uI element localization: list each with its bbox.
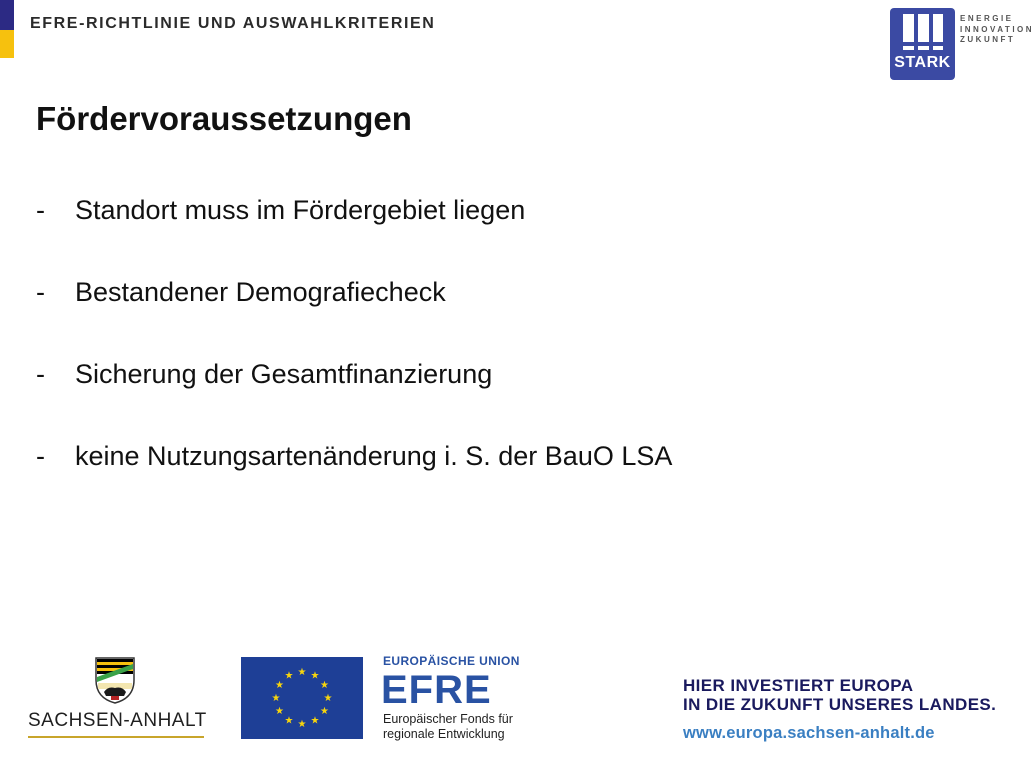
sachsen-anhalt-underline	[28, 736, 204, 738]
header-title: EFRE-RICHTLINIE UND AUSWAHLKRITERIEN	[30, 15, 436, 32]
svg-text:★: ★	[323, 693, 333, 704]
stark-word-innovation: INNOVATION	[960, 24, 1034, 34]
bullet-text: Sicherung der Gesamtfinanzierung	[75, 359, 493, 389]
svg-text:★: ★	[310, 715, 320, 727]
stark-brand-text: STARK	[894, 54, 951, 71]
bullet-text: keine Nutzungsartenänderung i. S. der BauO LSA	[75, 441, 673, 471]
footer	[0, 640, 1024, 768]
bullet-dash: -	[36, 359, 45, 389]
stark-words	[960, 14, 1034, 46]
page-title: Fördervoraussetzungen	[36, 100, 412, 137]
invest-slogan-line1: HIER INVESTIERT EUROPA	[683, 676, 914, 695]
svg-text:★: ★	[284, 670, 294, 682]
svg-text:★: ★	[310, 670, 320, 682]
svg-text:★: ★	[320, 680, 329, 691]
header-accent-bar-yellow	[0, 30, 14, 58]
sachsen-anhalt-name: SACHSEN-ANHALT	[28, 710, 207, 731]
bullet-dash: -	[36, 441, 45, 471]
efre-label: EFRE	[381, 668, 492, 712]
svg-text:★: ★	[320, 706, 329, 717]
bullet-text: Bestandener Demografiecheck	[75, 277, 446, 307]
bullet-dash: -	[36, 195, 45, 225]
eu-flag-icon	[241, 657, 363, 739]
eu-union-label: EUROPÄISCHE UNION	[383, 654, 520, 668]
stark-word-energie: ENERGIE	[960, 14, 1014, 23]
header-accent-bar-blue	[0, 0, 14, 30]
svg-text:★: ★	[275, 706, 284, 717]
svg-text:★: ★	[271, 693, 281, 704]
stark-word-zukunft: ZUKUNFT	[960, 35, 1016, 44]
invest-slogan-line2: IN DIE ZUKUNFT UNSERES LANDES.	[683, 695, 997, 714]
stark-logo	[890, 8, 1034, 82]
efre-description	[383, 712, 513, 742]
bullet-text: Standort muss im Fördergebiet liegen	[75, 195, 526, 225]
svg-text:★: ★	[297, 667, 307, 678]
efre-description-line2: regionale Entwicklung	[383, 727, 505, 741]
stark-logo-box	[890, 8, 955, 80]
coat-of-arms-icon	[94, 656, 136, 704]
efre-description-line1: Europäischer Fonds für	[383, 712, 513, 726]
bullet-dash: -	[36, 277, 45, 307]
svg-text:★: ★	[275, 680, 284, 691]
svg-text:★: ★	[297, 719, 307, 730]
stark-pillars-icon	[900, 12, 946, 54]
svg-text:★: ★	[284, 715, 294, 727]
invest-url-link[interactable]: www.europa.sachsen-anhalt.de	[683, 724, 935, 742]
invest-slogan	[683, 676, 996, 714]
